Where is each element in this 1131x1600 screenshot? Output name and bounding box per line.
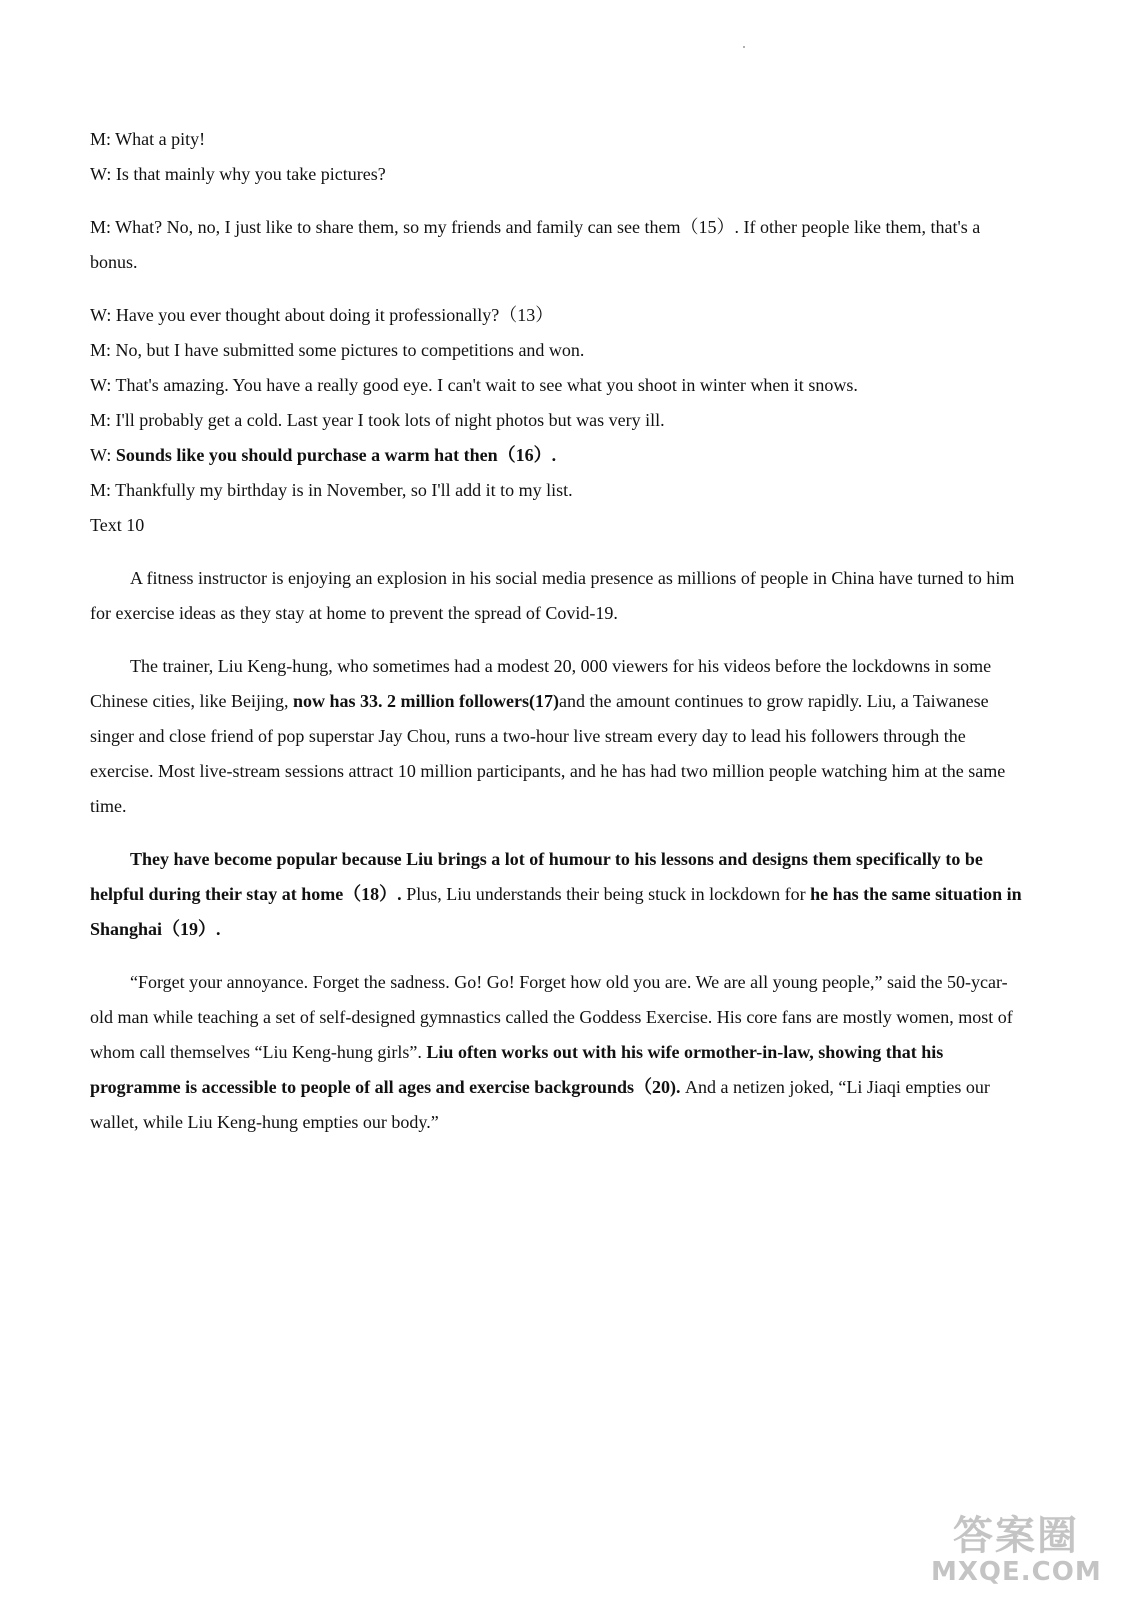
dialogue-line-6: W: That's amazing. You have a really good eye. I can't wait to see what you shoot in winter when it snows. [90,375,858,395]
bold-answer-20: Liu often works out with his wife ormother-in-law, showing that his programme is accessible to people of all ages and exercise backgrounds（20). [90,1042,944,1097]
paragraph-3-text-b: Plus, Liu understands their being stuck in lockdown for [401,884,811,904]
paragraph-2-text-c: and the amount continues to grow rapidly. Liu, a Taiwanese singer and close friend of pop superstar Jay Chou, runs a two-hour live stream every day to lead his followers through the exercise. Most live-stream sessions attract 10 million participants, and he has had two million people watching him at the same time. [90,691,1006,816]
dialogue-line-4: W: Have you ever thought about doing it professionally?（13） [90,305,554,325]
section-title: Text 10 [90,515,145,535]
bold-answer-16: Sounds like you should purchase a warm hat then（16）. [115,445,557,465]
site-watermark [931,1514,1101,1586]
dialogue-line-7: M: I'll probably get a cold. Last year I took lots of night photos but was very ill. [90,410,665,430]
dialogue-line-1: M: What a pity! [90,129,206,149]
paragraph-3 [90,842,1025,947]
paragraph-2-text-a: The trainer, Liu Keng-hung, who sometimes had a modest 20, 000 viewers for his videos before the lockdowns in some Chinese cities, like Beijing, [90,656,992,711]
paragraph-1: A fitness instructor is enjoying an explosion in his social media presence as millions of people in China have turned to him for exercise ideas as they stay at home to prevent the spread of Covid-19. [90,568,1015,623]
dialogue-line-8 [90,438,1025,473]
paragraph-4-text-a: “Forget your annoyance. Forget the sadness. Go! Go! Forget how old you are. We are all young people,” said the 50-ycar-old man while teaching a set of self-designed gymnastics called the Goddess Exercise. His core fans are mostly women, most of whom call themselves “Liu Keng-hung girls”. [90,972,1013,1062]
dialogue-line-5: M: No, but I have submitted some pictures to competitions and won. [90,340,585,360]
watermark-url: MXQE.COM [931,1557,1102,1587]
paragraph-4-text-c: And a netizen joked, “Li Jiaqi empties our wallet, while Liu Keng-hung empties our body.” [90,1077,990,1132]
bold-answer-17: now has 33. 2 million followers(17) [292,691,559,711]
paragraph-4 [90,965,1025,1140]
dialogue-line-9: M: Thankfully my birthday is in November, so I'll add it to my list. [90,480,573,500]
document-body [90,122,1025,1158]
bold-answer-19: he has the same situation in Shanghai（19）. [90,884,1022,939]
watermark-logo-text: 答案圈 [953,1513,1079,1559]
scan-speck [743,46,745,48]
speaker-prefix: W: [90,445,116,465]
paragraph-2 [90,649,1025,824]
dialogue-line-3: M: What? No, no, I just like to share them, so my friends and family can see them（15）. If other people like them, that's a bonus. [90,217,981,272]
dialogue-line-2: W: Is that mainly why you take pictures? [90,164,386,184]
bold-answer-18: They have become popular because Liu brings a lot of humour to his lessons and designs them specifically to be helpful during their stay at home（18）. [90,849,983,904]
